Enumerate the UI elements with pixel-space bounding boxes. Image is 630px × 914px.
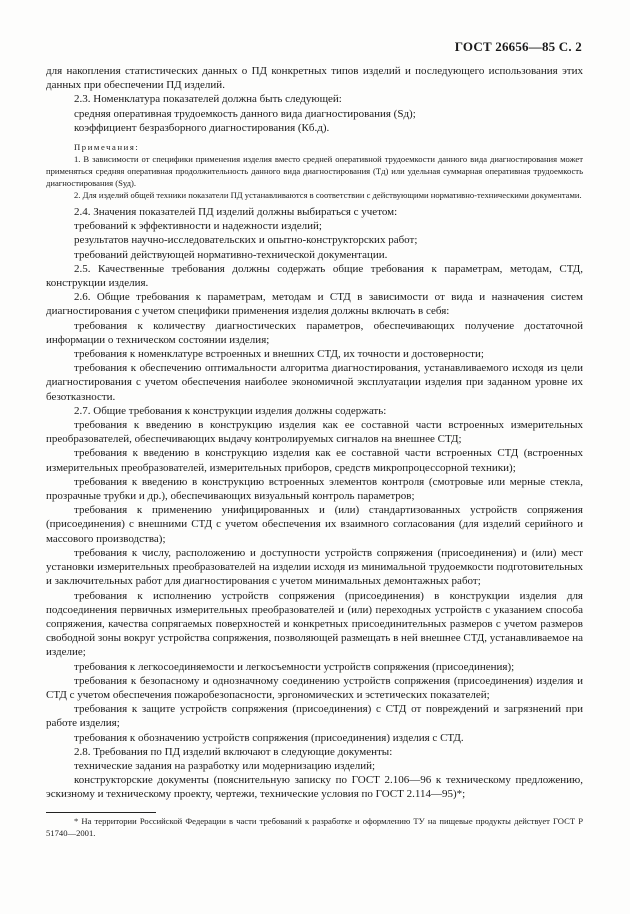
paragraph: для накопления статистических данных о ПД конкретных типов изделий и последующего использования этих данных при обеспечении ПД изделий. bbox=[46, 65, 583, 92]
list-item: результатов научно-исследовательских и опытно-конструкторских работ; bbox=[74, 234, 418, 247]
list-item: требования к обозначению устройств сопряжения (присоединения) изделия с СТД. bbox=[74, 731, 464, 744]
clause-2-3: 2.3. Номенклатура показателей должна быть следующей: bbox=[74, 93, 342, 106]
list-item: требования к обеспечению оптимальности алгоритма диагностирования, устанавливаемого исходя из цели диагностирования с учетом обеспечения наиболее экономичной эксплуатации изделия при заданном уровне их безотказности. bbox=[46, 362, 583, 403]
list-item: технические задания на разработку или модернизацию изделий; bbox=[74, 759, 376, 772]
document-body bbox=[46, 64, 583, 839]
list-item: конструкторские документы (пояснительную записку по ГОСТ 2.106—96 к техническому предложению, эскизному и техническому проекту, чертежи, технические условия по ГОСТ 2.114—95)*; bbox=[46, 774, 583, 801]
clause-2-4: 2.4. Значения показателей ПД изделий должны выбираться с учетом: bbox=[74, 206, 398, 219]
page-header: ГОСТ 26656—85 С. 2 bbox=[454, 39, 582, 54]
note-item: 1. В зависимости от специфики применения изделия вместо средней оперативной трудоемкости данного вида диагностирования может применяться средняя оперативная продолжительность данного вида диагностирования (Тд) или удельная суммарная оперативная трудоемкость диагностирования (Sуд). bbox=[46, 154, 583, 189]
list-item: требования к введению в конструкцию изделия как ее составной части встроенных измерительных преобразователей, обеспечивающих выдачу контролируемых сигналов на внешнее СТД; bbox=[46, 419, 583, 446]
list-item: требования к введению в конструкцию встроенных элементов контроля (смотровые или мерные стекла, прозрачные трубки и др.), обеспечивающих визуальный контроль параметров; bbox=[46, 475, 583, 503]
list-item: требований к эффективности и надежности изделий; bbox=[74, 220, 322, 233]
notes-title: Примечания: bbox=[74, 142, 140, 153]
list-item: требований действующей нормативно-технической документации. bbox=[74, 248, 388, 261]
list-item: требования к легкосоединяемости и легкосъемности устройств сопряжения (присоединения); bbox=[74, 660, 515, 673]
list-item: требования к защите устройств сопряжения (присоединения) с СТД от повреждений и загрязнений при работе изделия; bbox=[46, 703, 583, 730]
clause-2-8: 2.8. Требования по ПД изделий включают в следующие документы: bbox=[74, 745, 393, 758]
list-item: требования к безопасному и однозначному соединению устройств сопряжения (присоединения) изделия и СТД с учетом обеспечения пожаробезопасности, эргономических и эстетических показателей; bbox=[46, 674, 583, 701]
indicator-item: средняя оперативная трудоемкость данного вида диагностирования (Sд); bbox=[74, 107, 416, 120]
footnote: * На территории Российской Федерации в части требований к разработке и оформлению ТУ на пищевые продукты действует ГОСТ Р 51740—2001. bbox=[46, 815, 583, 838]
footnote-separator bbox=[46, 812, 156, 813]
clause-2-7: 2.7. Общие требования к конструкции изделия должны содержать: bbox=[74, 404, 387, 417]
list-item: требования к исполнению устройств сопряжения (присоединения) в конструкции изделия для подсоединения первичных измерительных преобразователей и (или) переходных устройств с указанием способа сопряжения, качества сопрягаемых поверхностей и конкретных присоединительных размеров с учетом размеров свободной зоны вокруг устройства сопряжения, позволяющей размещать в ней внешнее СТД, устанавливаемое на изделие; bbox=[46, 589, 583, 659]
clause-2-6: 2.6. Общие требования к параметрам, методам и СТД в зависимости от вида и назначения систем диагностирования с учетом специфики применения изделия должны включать в себя: bbox=[46, 291, 583, 318]
list-item: требования к номенклатуре встроенных и внешних СТД, их точности и достоверности; bbox=[74, 348, 484, 361]
indicator-item: коэффициент безразборного диагностирования (Кб.д). bbox=[74, 121, 330, 134]
list-item: требования к введению в конструкцию изделия как ее составной части встроенных СТД (встроенных измерительных преобразователей, измерительных приборов, средств микропроцессорной техники); bbox=[46, 447, 583, 474]
list-item: требования к применению унифицированных и (или) стандартизованных устройств сопряжения (присоединения) с внешними СТД с учетом обеспечения их взаимного согласования (для изделий серийного и массового производства); bbox=[46, 504, 583, 545]
note-item: 2. Для изделий общей техники показатели ПД устанавливаются в соответствии с действующими нормативно-техническими документами. bbox=[74, 190, 582, 201]
list-item: требования к числу, расположению и доступности устройств сопряжения (присоединения) и (или) мест установки измерительных преобразователей на изделии исходя из минимальной трудоемкости подготовительных и заключительных работ для диагностирования с учетом минимальных демонтажных работ; bbox=[46, 546, 583, 588]
list-item: требования к количеству диагностических параметров, обеспечивающих получение достаточной информации о техническом состоянии изделия; bbox=[46, 319, 583, 346]
clause-2-5: 2.5. Качественные требования должны содержать общие требования к параметрам, методам, СТД, конструкции изделия. bbox=[46, 262, 583, 290]
